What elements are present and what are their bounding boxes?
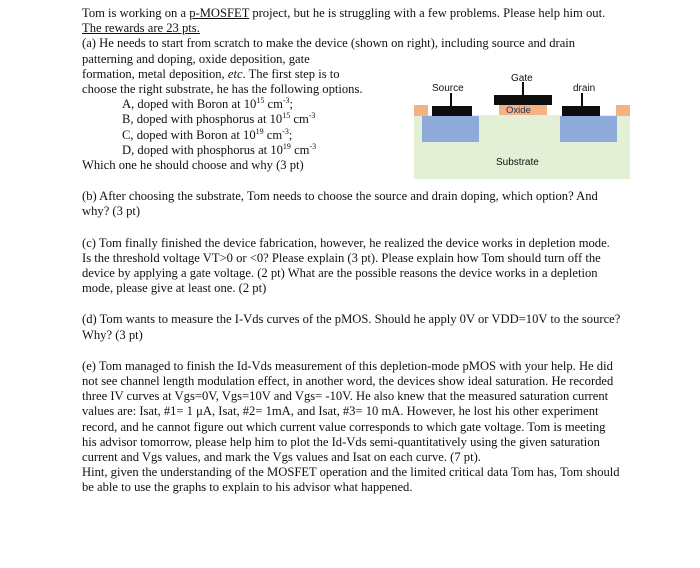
source-metal: [432, 106, 472, 116]
part-a-text-2: formation, metal deposition, etc. The first step is to: [82, 66, 340, 81]
part-d-text: (d) Tom wants to measure the I-Vds curves of the pMOS. Should he apply 0V or VDD=10V to the source? Why? (3 pt): [82, 312, 621, 342]
mosfet-diagram: [412, 69, 634, 181]
mosfet-cross-section: [412, 69, 634, 181]
part-e-text: (e) Tom managed to finish the Id-Vds measurement of this depletion-mode pMOS with your help. He did not see channel length modulation effect, in another word, the devices show ideal saturation. He recorded three IV curves at Vgs=0V, Vgs=10V and Vgs= -10V. He also knew that the measured saturation current values are: Isat, #1= 1 μA, Isat, #2= 1mA, and Isat, #3= 10 mA. However, he lost his other experiment record, and he cannot figure out which current value corresponds to which gate voltage. Tom is meeting his advisor tomorrow, please help him to plot the Id-Vds semi-quantitatively using the given saturation current and Vgs values, and mark the Vgs values and Isat on each curve. (7 pt).: [82, 358, 614, 465]
intro-paragraph: [82, 6, 622, 36]
gate-label: Gate: [511, 73, 533, 84]
source-label: Source: [432, 83, 464, 94]
drain-contact-right: [616, 105, 630, 116]
source-well: [422, 116, 479, 142]
intro-text: Tom is working on a: [82, 6, 190, 20]
substrate-label: Substrate: [496, 157, 539, 168]
pmosfet-term: p-MOSFET: [189, 6, 250, 20]
part-c-text: (c) Tom finally finished the device fabrication, however, he realized the device works in depletion mode. Is the threshold voltage VT>0 or <0? Please explain (3 pt). Please explain how Tom should turn off the device by applying a gate voltage. (2 pt) What are the possible reasons the device works in a depletion mode, please give at least one. (2 pt): [82, 235, 610, 296]
source-contact-left: [414, 105, 428, 116]
part-a-text: (a) He needs to start from scratch to make the device (shown on right), including source and drain patterning and doping, oxide deposition, gate: [82, 36, 576, 66]
rewards-note: The rewards are 23 pts.: [82, 21, 200, 36]
drain-well: [560, 116, 617, 142]
part-b-text: (b) After choosing the substrate, Tom needs to choose the source and drain doping, which option? And why? (3 pt): [82, 189, 598, 219]
option-b: B, doped with phosphorus at $10^{15}$ $cm^{-3}$: [122, 111, 316, 127]
part-e-hint: Hint, given the understanding of the MOSFET operation and the limited critical data Tom has, Tom should be able to use the graphs to explain to his advisor what happened.: [82, 465, 620, 495]
drain-metal: [562, 106, 600, 116]
oxide-label: Oxide: [506, 105, 531, 116]
intro-text-2: project, but he is struggling with a few problems. Please help him out.: [249, 6, 606, 20]
gate-metal: [494, 95, 552, 105]
part-a-question: Which one he should choose and why (3 pt): [82, 158, 304, 173]
option-c: C, doped with Boron at $10^{19}$ $cm^{-3}$;: [122, 126, 293, 142]
option-d: D, doped with phosphorus at $10^{19}$ $cm^{-3}$: [122, 141, 317, 157]
part-a-text-3: choose the right substrate, he has the following options.: [82, 82, 363, 97]
drain-label: drain: [573, 83, 596, 94]
option-a: A, doped with Boron at $10^{15}$ $cm^{-3}$;: [122, 96, 294, 112]
